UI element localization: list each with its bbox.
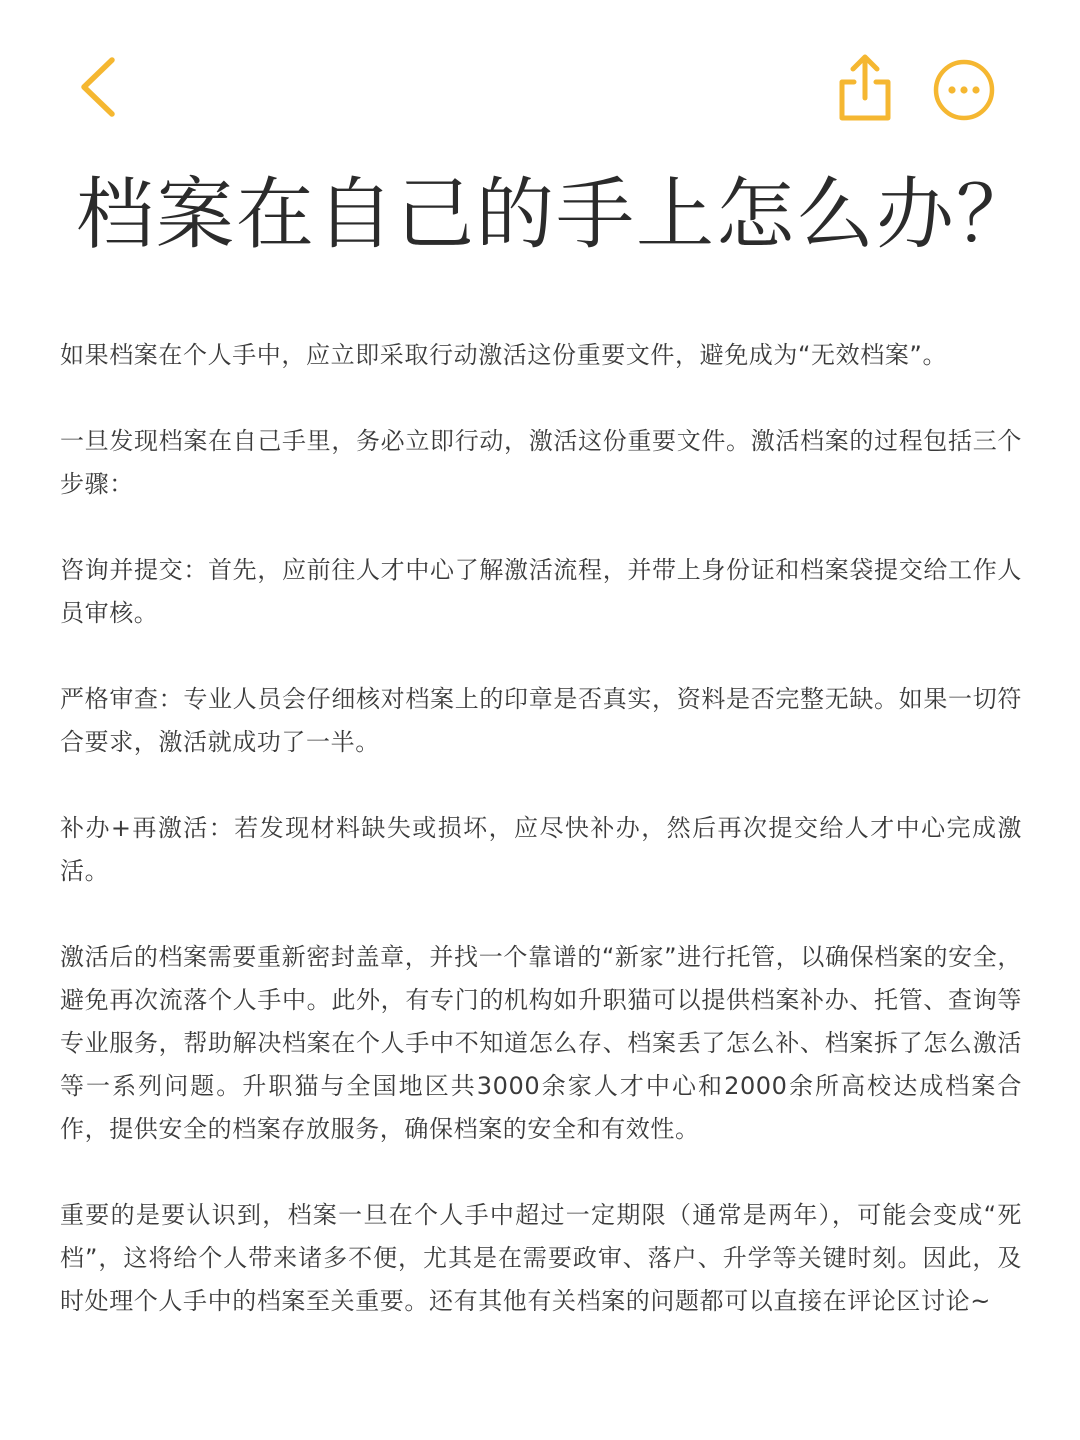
- note-paragraph: 补办+再激活：若发现材料缺失或损坏，应尽快补办，然后再次提交给人才中心完成激活。: [60, 814, 1022, 885]
- share-icon: [836, 52, 894, 122]
- top-toolbar: [0, 0, 1080, 150]
- note-paragraph: 一旦发现档案在自己手里，务必立即行动，激活这份重要文件。激活档案的过程包括三个步骤：: [60, 427, 1022, 498]
- more-button[interactable]: [932, 58, 996, 122]
- note-paragraph: 激活后的档案需要重新密封盖章，并找一个靠谱的“新家”进行托管，以确保档案的安全，避免再次流落个人手中。此外，有专门的机构如升职猫可以提供档案补办、托管、查询等专业服务，帮助解决档案在个人手中不知道怎么存、档案丢了怎么补、档案拆了怎么激活等一系列问题。升职猫与全国地区共3000余家人才中心和2000余所高校达成档案合作，提供安全的档案存放服务，确保档案的安全和有效性。: [60, 943, 1022, 1143]
- note-body: [60, 334, 1022, 1366]
- more-icon: [932, 58, 996, 122]
- back-button[interactable]: [74, 54, 124, 120]
- note-paragraph: 如果档案在个人手中，应立即采取行动激活这份重要文件，避免成为“无效档案”。: [60, 341, 948, 369]
- note-paragraph: 咨询并提交：首先，应前往人才中心了解激活流程，并带上身份证和档案袋提交给工作人员审核。: [60, 556, 1022, 627]
- note-paragraph: 重要的是要认识到，档案一旦在个人手中超过一定期限（通常是两年），可能会变成“死档”，这将给个人带来诸多不便，尤其是在需要政审、落户、升学等关键时刻。因此，及时处理个人手中的档案至关重要。还有其他有关档案的问题都可以直接在评论区讨论~: [60, 1201, 1022, 1315]
- note-title: 档案在自己的手上怎么办？: [76, 170, 1037, 260]
- note-paragraph: 严格审查：专业人员会仔细核对档案上的印章是否真实，资料是否完整无缺。如果一切符合要求，激活就成功了一半。: [60, 685, 1022, 756]
- chevron-left-icon: [74, 54, 124, 120]
- share-button[interactable]: [836, 52, 894, 122]
